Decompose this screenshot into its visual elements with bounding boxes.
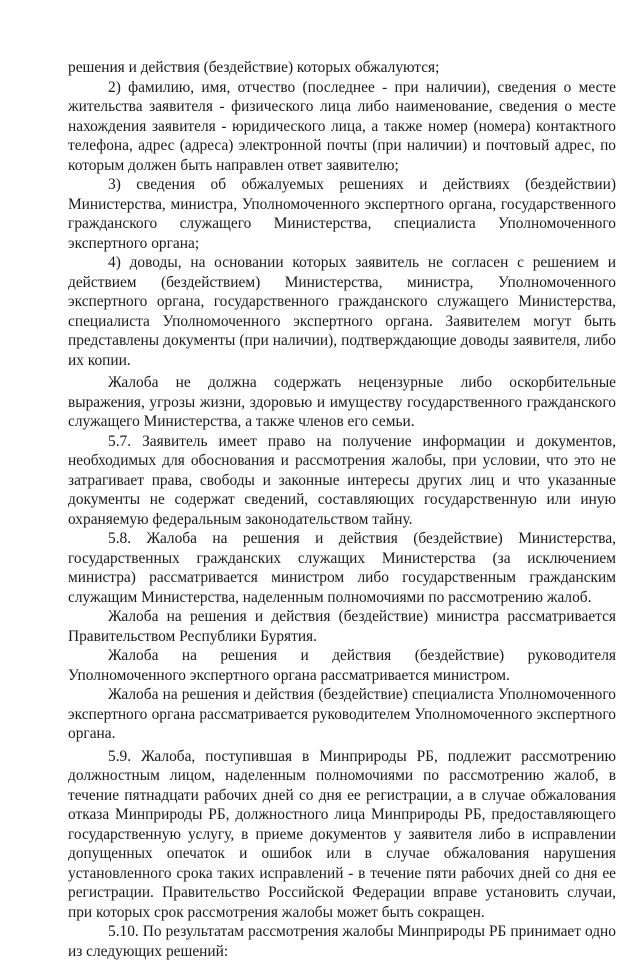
paragraph-item-3-appealed-decisions: 3) сведения об обжалуемых решениях и действиях (бездействии) Министерства, министра, Уполномоченного экспертного органа, государственного гражданского служащего Министерства, специалиста Уполномоченного экспертного органа;	[68, 176, 616, 252]
paragraph-5-9-review-terms: 5.9. Жалоба, поступившая в Минприроды РБ, подлежит рассмотрению должностным лицом, наделенным полномочиями по рассмотрению жалоб, в течение пятнадцати рабочих дней со дня ее регистрации, а в случае обжалования отказа Минприроды РБ, должностного лица Минприроды РБ, предоставляющего государственную услугу, в приеме документов у заявителя либо в исправлении допущенных опечаток и ошибок или в случае обжалования нарушения установленного срока таких исправлений - в течение пяти рабочих дней со дня ее регистрации. Правительство Российской Федерации вправе установить случаи, при которых срок рассмотрения жалобы может быть сокращен.	[68, 747, 616, 921]
paragraph-expert-specialist-complaint: Жалоба на решения и действия (бездействие) специалиста Уполномоченного экспертного органа рассматривается руководителем Уполномоченного экспертного органа.	[68, 686, 616, 742]
document-page	[68, 58, 616, 961]
paragraph-item-2-applicant-details: 2) фамилию, имя, отчество (последнее - при наличии), сведения о месте жительства заявителя - физического лица либо наименование, сведения о месте нахождения заявителя - юридического лица, а также номер (номера) контактного телефона, адрес (адреса) электронной почты (при наличии) и почтовый адрес, по которым должен быть направлен ответ заявителю;	[68, 78, 616, 174]
paragraph-expert-head-complaint: Жалоба на решения и действия (бездействие) руководителя Уполномоченного экспертного органа рассматривается министром.	[68, 647, 616, 684]
paragraph-item-4-arguments: 4) доводы, на основании которых заявитель не согласен с решением и действием (бездействием) Министерства, министра, Уполномоченного экспертного органа, государственного гражданского служащего Министерства, специалиста Уполномоченного экспертного органа. Заявителем могут быть представлены документы (при наличии), подтверждающие доводы заявителя, либо их копии.	[68, 254, 616, 369]
paragraph-complaint-content-rules: Жалоба не должна содержать нецензурные либо оскорбительные выражения, угрозы жизни, здоровью и имуществу государственного гражданского служащего Министерства, а также членов его семьи.	[68, 374, 616, 430]
paragraph-5-10-review-results: 5.10. По результатам рассмотрения жалобы Минприроды РБ принимает одно из следующих решений:	[68, 923, 616, 960]
paragraph-complaint-subject-end: решения и действия (бездействие) которых обжалуются;	[68, 59, 440, 76]
paragraph-minister-complaint: Жалоба на решения и действия (бездействие) министра рассматривается Правительством Республики Бурятия.	[68, 608, 616, 645]
paragraph-5-7-right-to-information: 5.7. Заявитель имеет право на получение информации и документов, необходимых для обоснования и рассмотрения жалобы, при условии, что это не затрагивает права, свободы и законные интересы других лиц и что указанные документы не содержат сведений, составляющих государственную или иную охраняемую федеральным законодательством тайну.	[68, 432, 616, 528]
paragraph-5-8-complaint-review: 5.8. Жалоба на решения и действия (бездействие) Министерства, государственных гражданских служащих Министерства (за исключением министра) рассматривается министром либо государственным гражданским служащим Министерства, наделенным полномочиями по рассмотрению жалоб.	[68, 530, 616, 606]
